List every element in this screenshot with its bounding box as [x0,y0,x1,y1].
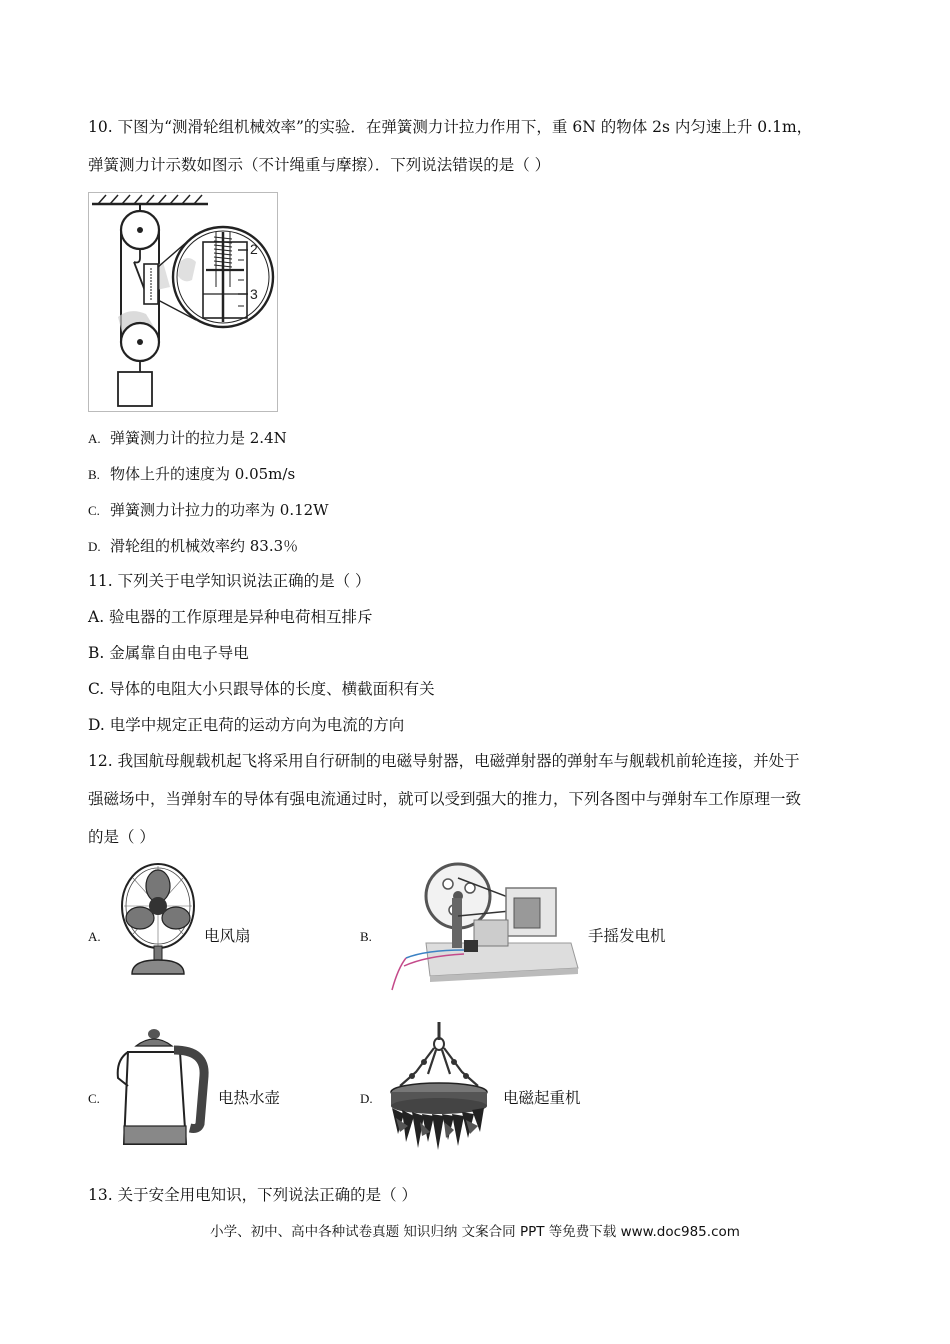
q10-stem-line1: 10. 下图为“测滑轮组机械效率”的实验．在弹簧测力计拉力作用下，重 6N 的物体 2s 内匀速上升 0.1m， [88,118,813,136]
q12-option-b-letter[interactable]: B. [360,929,372,944]
q11-stem: 11. 下列关于电学知识说法正确的是（ ） [88,572,371,590]
q12-stem-line2: 强磁场中，当弹射车的导体有强电流通过时，就可以受到强大的推力，下列各图中与弹射车工作原理一致 [88,790,802,808]
electromagnetic-crane-icon [384,1022,494,1154]
q11-option-b[interactable]: B. 金属靠自由电子导电 [88,644,249,662]
q11-option-a[interactable]: A. 验电器的工作原理是异种电荷相互排斥 [88,608,373,626]
page-footer: 小学、初中、高中各种试卷真题 知识归纳 文案合同 PPT 等免费下载 www.doc985.com [210,1224,740,1240]
q10-option-c[interactable]: C. 弹簧测力计拉力的功率为 0.12W [88,501,329,519]
q12-stem-line1: 12. 我国航母舰载机起飞将采用自行研制的电磁导射器，电磁弹射器的弹射车与舰载机前轮连接，并处于 [88,752,800,770]
q12-stem-line3: 的是（ ） [88,828,155,846]
q10-stem-line2: 弹簧测力计示数如图示（不计绳重与摩擦）．下列说法错误的是（ ） [88,156,551,174]
q10-option-d[interactable]: D. 滑轮组的机械效率约 83.3％ [88,537,299,555]
electric-kettle-icon [114,1026,214,1146]
q12-option-a-letter[interactable]: A. [88,929,101,944]
q11-option-d[interactable]: D. 电学中规定正电荷的运动方向为电流的方向 [88,716,405,734]
q12-option-d-letter[interactable]: D. [360,1091,373,1106]
electric-fan-icon [118,858,198,978]
scale-label-3: 3 [250,286,258,302]
q11-option-c[interactable]: C. 导体的电阻大小只跟导体的长度、横截面积有关 [88,680,435,698]
caption-electromagnetic-crane: 电磁起重机 [503,1089,581,1107]
pulley-system-figure [88,192,278,412]
scale-label-2: 2 [250,241,258,257]
caption-hand-crank-generator: 手摇发电机 [588,927,666,945]
q12-option-c-letter[interactable]: C. [88,1091,100,1106]
caption-electric-kettle: 电热水壶 [218,1089,281,1107]
q10-option-b[interactable]: B. 物体上升的速度为 0.05m/s [88,465,296,483]
q13-stem: 13. 关于安全用电知识，下列说法正确的是（ ） [88,1186,418,1204]
caption-electric-fan: 电风扇 [204,927,251,945]
q10-option-a[interactable]: A. 弹簧测力计的拉力是 2.4N [88,429,287,447]
hand-crank-generator-icon [386,858,581,993]
